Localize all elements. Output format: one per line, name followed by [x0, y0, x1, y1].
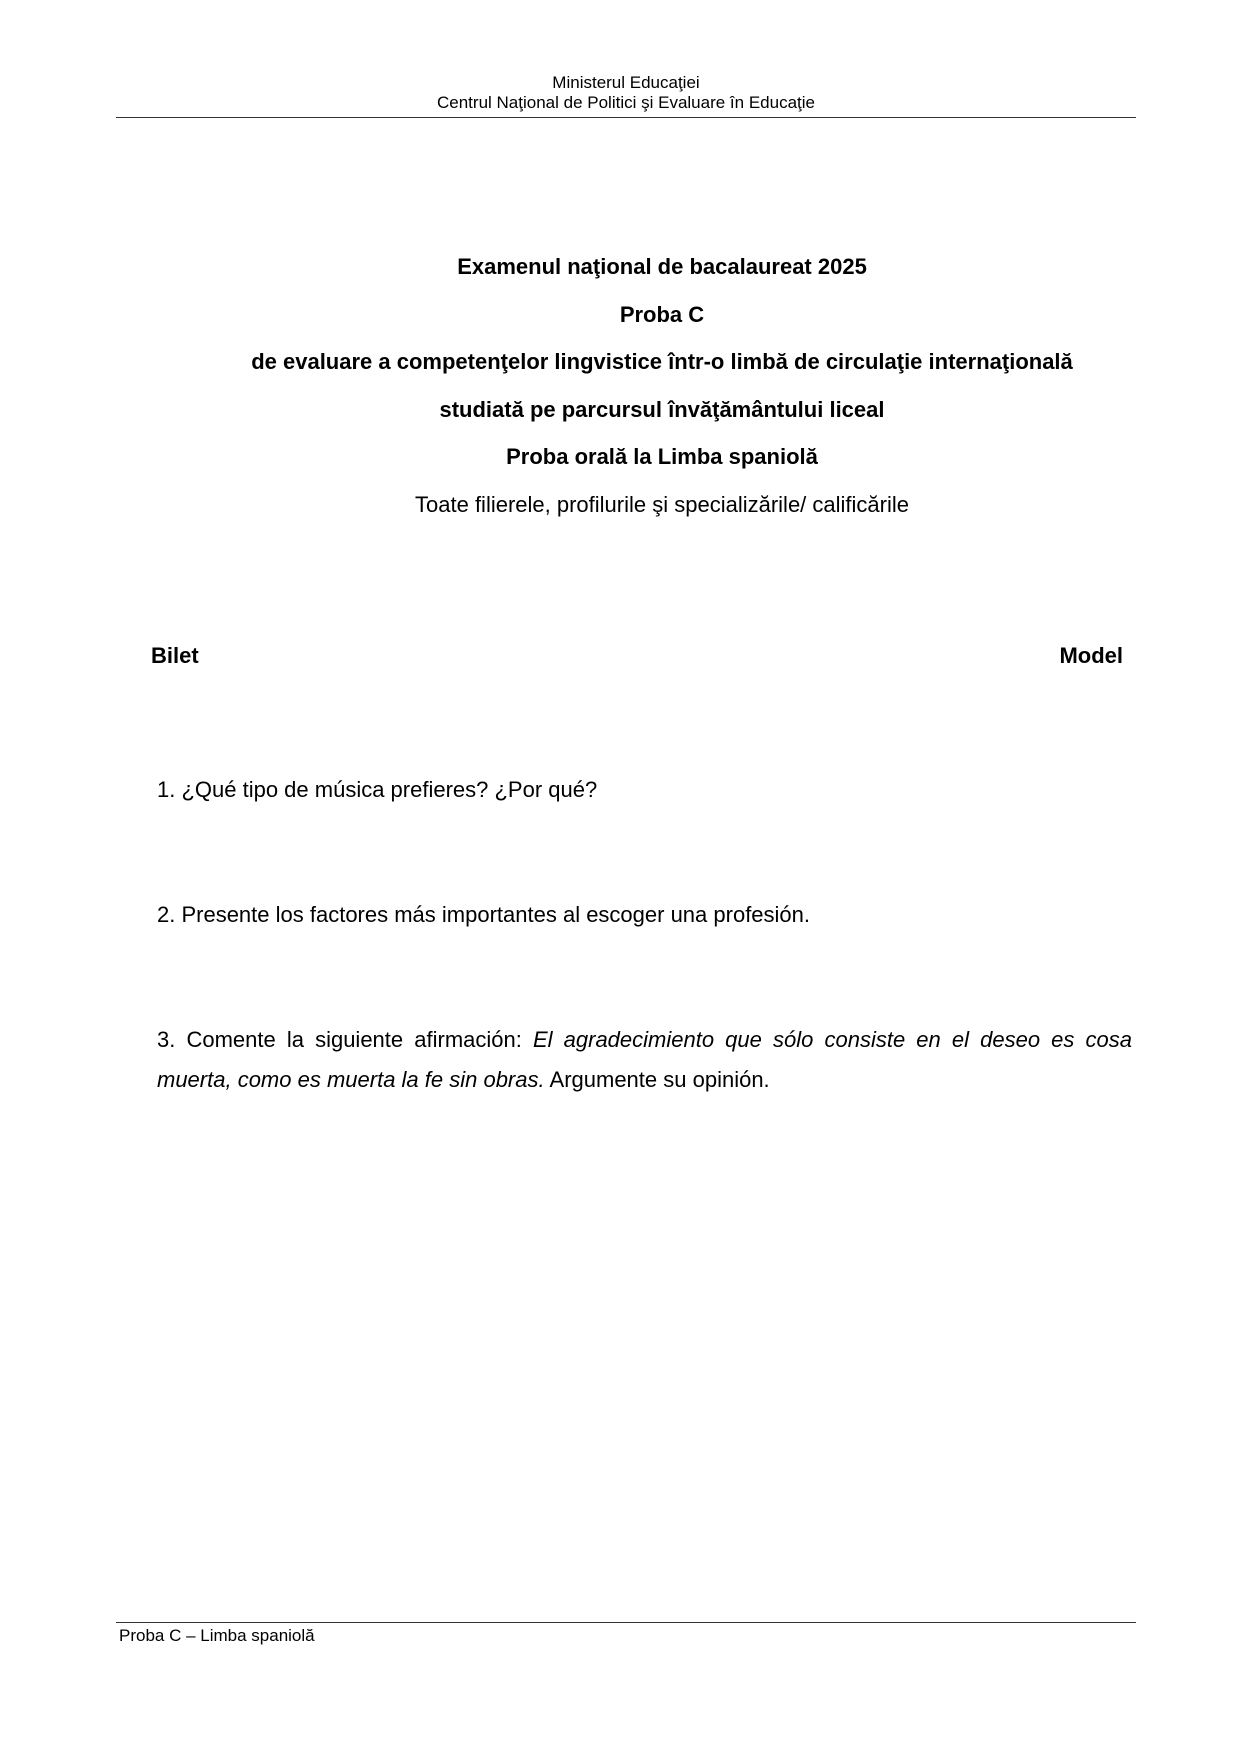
question-3-quote: El agradecimiento que sólo consiste en el deseo es cosa muerta, como es muerta la fe sin obras. [157, 1027, 1132, 1092]
question-3 [157, 1020, 1132, 1100]
exam-description-continued: studiată pe parcursul învăţământului liceal [439, 396, 885, 422]
question-3-intro: 3. Comente la siguiente afirmación: [157, 1027, 533, 1052]
question-3-outro: Argumente su opinión. [544, 1067, 770, 1092]
ticket-label: Bilet [151, 643, 199, 668]
header-ministry: Ministerul Educaţiei [552, 73, 700, 92]
exam-description: de evaluare a competenţelor lingvistice într-o limbă de circulaţie internaţională [251, 349, 1073, 374]
title-block [116, 250, 1208, 535]
exam-subject-code: Proba C [619, 301, 705, 327]
question-1: 1. ¿Qué tipo de música prefieres? ¿Por qué? [157, 777, 598, 802]
exam-language: Proba orală la Limba spaniolă [506, 444, 818, 469]
header-divider [116, 117, 1136, 118]
footer-divider [116, 1622, 1136, 1623]
exam-audience: Toate filierele, profilurile şi specializările/ calificările [415, 491, 909, 517]
page-header [116, 73, 1136, 113]
page-footer: Proba C – Limba spaniolă [119, 1626, 315, 1645]
exam-title: Examenul naţional de bacalaureat 2025 [457, 254, 867, 279]
header-center: Centrul Naţional de Politici şi Evaluare în Educaţie [437, 93, 815, 112]
question-2: 2. Presente los factores más importantes al escoger una profesión. [157, 902, 811, 927]
model-label: Model [1059, 643, 1123, 668]
